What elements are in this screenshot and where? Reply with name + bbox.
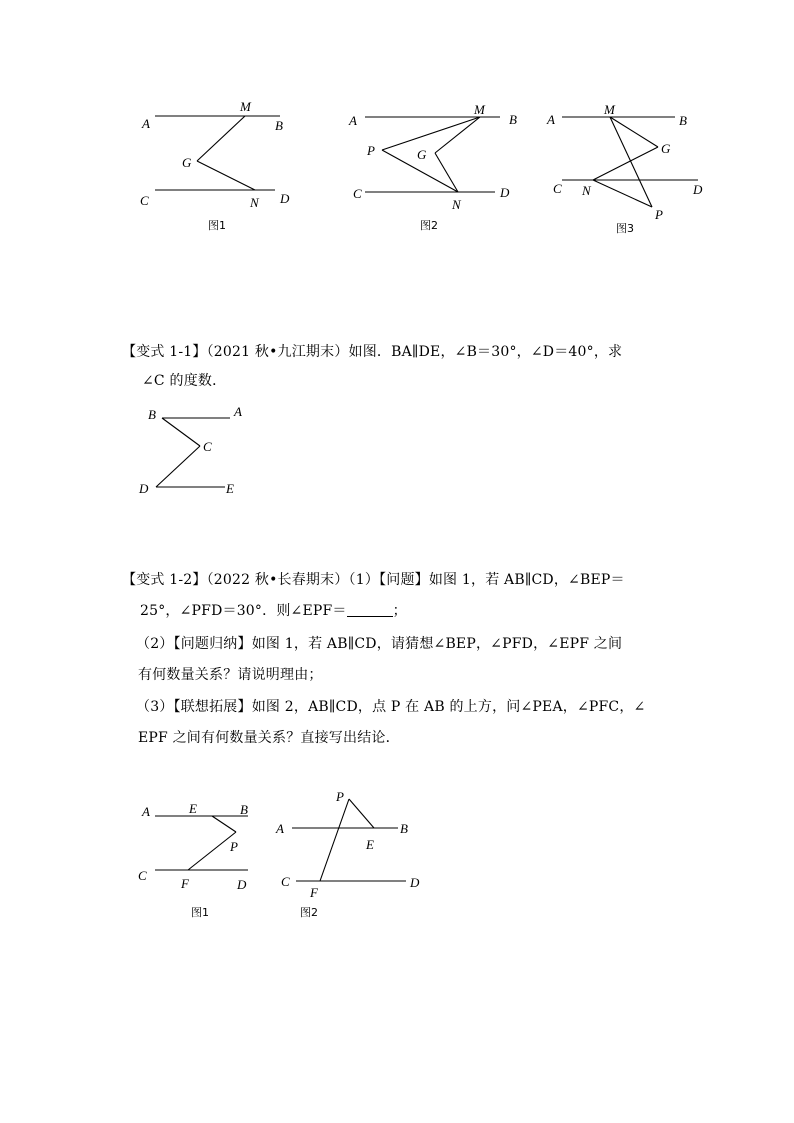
segment-pf (320, 799, 349, 881)
label-b: B (509, 112, 517, 127)
label-a: A (142, 804, 150, 819)
label-n: N (582, 183, 591, 198)
label-a: A (142, 116, 150, 131)
variant-1-2-line-2-suffix: ； (392, 603, 407, 619)
caption-fig-2: 图2 (420, 219, 438, 232)
label-m: M (604, 102, 615, 117)
variant-1-1-line-1: 【变式 1-1】（2021 秋•九江期末）如图．BA∥DE，∠B＝30°，∠D＝40°，求 (122, 344, 623, 360)
label-d: D (280, 191, 290, 206)
label-c: C (138, 868, 147, 883)
top-figure-1 (130, 95, 310, 240)
segment-bc (162, 418, 200, 446)
label-c: C (353, 186, 362, 201)
label-a: A (349, 113, 357, 128)
label-d: D (139, 481, 149, 496)
top-figure-3 (540, 95, 720, 240)
top-figure-2 (340, 95, 530, 240)
label-c: C (281, 874, 290, 889)
label-d: D (693, 182, 703, 197)
variant-1-2-line-6: EPF 之间有何数量关系？直接写出结论． (138, 730, 400, 746)
label-f: F (310, 885, 318, 900)
label-b: B (240, 802, 248, 817)
label-n: N (250, 195, 259, 210)
label-c: C (553, 181, 562, 196)
label-g: G (661, 141, 671, 156)
label-m: M (474, 102, 485, 117)
label-d: D (410, 875, 420, 890)
segment-ep (212, 816, 236, 832)
variant-1-2-line-4: 有何数量关系？请说明理由； (138, 667, 323, 683)
segment-np (593, 180, 652, 207)
variant-1-1-line-2: ∠C 的度数． (142, 373, 227, 389)
label-c: C (203, 439, 212, 454)
caption-fig-3: 图3 (616, 222, 634, 235)
label-e: E (189, 801, 197, 816)
segment-pf (188, 832, 236, 870)
variant-1-2-figure-2 (270, 785, 430, 925)
label-p: P (230, 839, 238, 854)
segment-pe (349, 799, 374, 828)
segment-mp (382, 117, 480, 150)
label-p: P (655, 207, 663, 222)
segment-gn (197, 161, 255, 190)
label-p: P (336, 789, 344, 804)
label-b: B (275, 118, 283, 133)
label-e: E (226, 481, 234, 496)
label-a: A (276, 821, 284, 836)
segment-cd (156, 446, 200, 487)
label-d: D (237, 877, 247, 892)
variant-1-2-line-5: （3）【联想拓展】如图 2，AB∥CD，点 P 在 AB 的上方，问∠PEA，∠PFC，∠ (136, 699, 646, 715)
label-g: G (182, 155, 192, 170)
label-g: G (417, 147, 427, 162)
caption-fig-2: 图2 (300, 906, 318, 919)
label-n: N (452, 197, 461, 212)
segment-mg (435, 117, 480, 153)
label-m: M (240, 99, 251, 114)
label-b: B (679, 113, 687, 128)
caption-fig-1: 图1 (208, 219, 226, 232)
label-b: B (148, 407, 156, 422)
label-a: A (547, 112, 555, 127)
variant-1-2-line-3: （2）【问题归纳】如图 1，若 AB∥CD，请猜想∠BEP，∠PFD，∠EPF 之间 (136, 636, 623, 652)
variant-1-1-figure (130, 400, 260, 500)
variant-1-2-line-1: 【变式 1-2】（2022 秋•长春期末）（1）【问题】如图 1，若 AB∥CD，∠BEP＝ (122, 572, 625, 588)
label-p: P (367, 143, 375, 158)
segment-mg (197, 116, 245, 161)
label-b: B (400, 821, 408, 836)
caption-fig-1: 图1 (191, 906, 209, 919)
variant-1-2-line-2-text: 25°，∠PFD＝30°．则∠EPF＝ (140, 603, 347, 619)
segment-gn (593, 147, 658, 180)
label-d: D (500, 185, 510, 200)
variant-1-2-figure-1 (130, 800, 265, 925)
label-a: A (234, 404, 242, 419)
label-c: C (140, 193, 149, 208)
variant-1-2-line-2 (140, 601, 407, 621)
label-e: E (366, 837, 374, 852)
label-f: F (181, 876, 189, 891)
answer-blank[interactable] (347, 602, 393, 617)
